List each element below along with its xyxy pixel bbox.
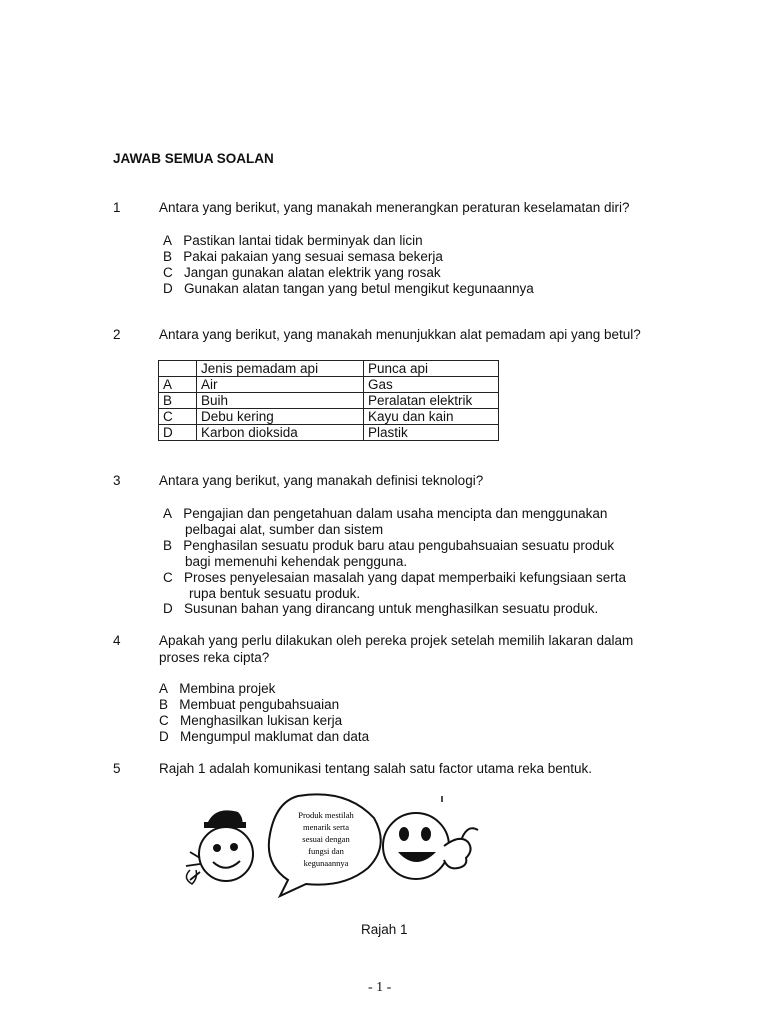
table-cell: B <box>159 393 197 409</box>
table-row <box>159 409 499 425</box>
q4-option-b-text: Membuat pengubahsuaian <box>179 697 340 712</box>
table-cell: Buih <box>197 393 364 409</box>
q4-option-c-letter: C <box>159 713 169 728</box>
q1-option-b-letter: B <box>163 249 173 264</box>
bubble-line-4: fungsi dan <box>308 846 344 856</box>
q3-option-c-letter: C <box>163 570 173 585</box>
table-cell: D <box>159 425 197 441</box>
left-smiley-icon <box>186 810 253 884</box>
question-2-number: 2 <box>113 327 121 342</box>
table-cell: Kayu dan kain <box>364 409 499 425</box>
q4-option-c-text: Menghasilkan lukisan kerja <box>180 713 343 728</box>
q4-option-b-letter: B <box>159 697 169 712</box>
q3-option-a-letter: A <box>163 506 173 521</box>
table-cell: Plastik <box>364 425 499 441</box>
q1-option-b-text: Pakai pakaian yang sesuai semasa bekerja <box>183 249 443 264</box>
question-5-text: Rajah 1 adalah komunikasi tentang salah satu factor utama reka bentuk. <box>159 761 593 776</box>
q1-option-c-letter: C <box>163 265 173 280</box>
q3-option-d-text: Susunan bahan yang dirancang untuk menghasilkan sesuatu produk. <box>184 601 599 616</box>
q3-option-d-letter: D <box>163 601 173 616</box>
question-1-number: 1 <box>113 200 121 215</box>
table-cell: A <box>159 377 197 393</box>
table-header-cell: Punca api <box>364 361 499 377</box>
page-number: - 1 - <box>368 980 392 995</box>
rajah-1-illustration <box>168 788 500 900</box>
q4-option-c <box>159 713 342 729</box>
table-cell: Peralatan elektrik <box>364 393 499 409</box>
question-2-text: Antara yang berikut, yang manakah menunjukkan alat pemadam api yang betul? <box>159 327 641 342</box>
question-3-number: 3 <box>113 473 121 488</box>
q4-option-d-text: Mengumpul maklumat dan data <box>180 729 370 744</box>
q1-option-d <box>163 281 534 297</box>
q3-option-c <box>163 570 626 586</box>
q3-option-a-cont: pelbagai alat, sumber dan sistem <box>185 522 384 537</box>
question-3-text: Antara yang berikut, yang manakah definisi teknologi? <box>159 473 484 488</box>
table-cell: C <box>159 409 197 425</box>
q3-option-b-cont: bagi memenuhi kehendak pengguna. <box>185 554 408 569</box>
q3-option-a-text: Pengajian dan pengetahuan dalam usaha mencipta dan menggunakan <box>183 506 608 521</box>
q4-option-a-letter: A <box>159 681 169 696</box>
q3-option-d <box>163 601 598 617</box>
table-row <box>159 425 499 441</box>
q1-option-c-text: Jangan gunakan alatan elektrik yang rosak <box>184 265 441 280</box>
question-4-text-cont: proses reka cipta? <box>159 650 270 665</box>
section-heading: JAWAB SEMUA SOALAN <box>113 151 274 166</box>
bubble-line-2: menarik serta <box>302 822 350 832</box>
question-1-text: Antara yang berikut, yang manakah menerangkan peraturan keselamatan diri? <box>159 200 630 215</box>
table-row <box>159 377 499 393</box>
q3-option-c-text: Proses penyelesaian masalah yang dapat memperbaiki kefungsiaan serta <box>184 570 627 585</box>
q4-option-d-letter: D <box>159 729 169 744</box>
question-4-number: 4 <box>113 633 121 648</box>
bubble-line-5: kegunaannya <box>303 858 349 868</box>
table-cell: Air <box>197 377 364 393</box>
q1-option-a <box>163 233 423 249</box>
question-4-text: Apakah yang perlu dilakukan oleh pereka projek setelah memilih lakaran dalam <box>159 633 634 648</box>
q1-option-a-text: Pastikan lantai tidak berminyak dan licin <box>183 233 423 248</box>
table-cell: Karbon dioksida <box>197 425 364 441</box>
q4-option-a-text: Membina projek <box>179 681 276 696</box>
question-5-number: 5 <box>113 761 121 776</box>
figure-caption: Rajah 1 <box>361 922 408 937</box>
q4-option-d <box>159 729 369 745</box>
q1-option-d-letter: D <box>163 281 173 296</box>
q1-option-c <box>163 265 441 281</box>
bubble-line-1: Produk mestilah <box>298 810 354 820</box>
bubble-line-3: sesuai dengan <box>302 834 350 844</box>
extinguisher-table <box>158 360 499 441</box>
q3-option-b-letter: B <box>163 538 173 553</box>
table-header-row <box>159 361 499 377</box>
table-cell: Gas <box>364 377 499 393</box>
right-smiley-icon <box>383 796 478 879</box>
q1-option-d-text: Gunakan alatan tangan yang betul mengikut kegunaannya <box>184 281 534 296</box>
table-row <box>159 393 499 409</box>
table-header-cell <box>159 361 197 377</box>
q1-option-a-letter: A <box>163 233 173 248</box>
q3-option-c-cont: rupa bentuk sesuatu produk. <box>189 586 361 601</box>
q3-option-a <box>163 506 607 522</box>
speech-bubble <box>269 794 381 896</box>
q3-option-b <box>163 538 614 554</box>
q4-option-a <box>159 681 275 697</box>
table-header-cell: Jenis pemadam api <box>197 361 364 377</box>
q1-option-b <box>163 249 443 265</box>
q4-option-b <box>159 697 339 713</box>
q3-option-b-text: Penghasilan sesuatu produk baru atau pengubahsuaian sesuatu produk <box>183 538 615 553</box>
table-cell: Debu kering <box>197 409 364 425</box>
